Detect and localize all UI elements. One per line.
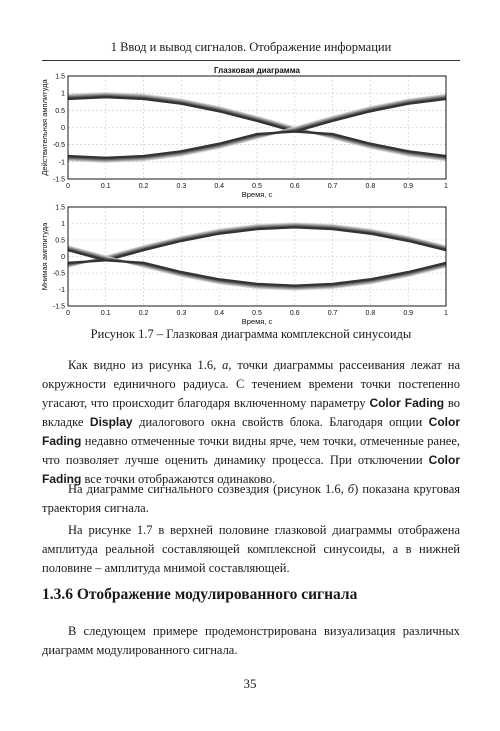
y-tick-label: 1.5 (55, 73, 65, 81)
term-display: Display (89, 415, 133, 429)
y-tick-label: 0.5 (55, 107, 65, 115)
y-tick-label: -1.5 (52, 303, 65, 311)
paragraph-3 (42, 521, 460, 578)
x-tick-label: 0.5 (252, 310, 262, 317)
y-tick-label: 1 (61, 90, 65, 98)
x-tick-label: 1 (444, 310, 448, 317)
y-tick-label: 0.5 (55, 237, 65, 245)
p1-text-3: во вкладке (42, 396, 460, 429)
x-tick-label: 0 (66, 183, 70, 190)
x-tick-label: 0.7 (327, 183, 338, 190)
paragraph-2 (42, 480, 460, 518)
p1-text-2: , точки диаграммы рассеивания лежат на окружности единичного радиуса. С течением времени точки постепенно угасают, что происходит благодаря включенному параметру (42, 358, 460, 410)
x-axis-label: Время, с (241, 190, 273, 199)
section-heading: 1.3.6 Отображение модулированного сигнала (42, 586, 358, 603)
p2-text-2: ) показана круговая траектория сигнала. (42, 482, 460, 515)
p1-text-6: все точки отображаются одинаково. (81, 472, 276, 486)
running-head: 1 Ввод и вывод сигналов. Отображение информации (110, 40, 392, 54)
x-tick-label: 0 (66, 310, 70, 317)
y-tick-label: 1.5 (55, 204, 65, 212)
y-tick-label: -1.5 (52, 176, 65, 184)
chart-panel-2 (40, 205, 448, 327)
y-tick-label: -1 (58, 159, 65, 167)
page-number: 35 (243, 676, 257, 691)
p3-text: На рисунке 1.7 в верхней половине глазковой диаграммы отображена амплитуда реальной составляющей комплексной синусоиды, а в нижней половине – амплитуда мнимой составляющей. (42, 523, 460, 575)
x-tick-label: 0.6 (289, 183, 300, 190)
x-tick-label: 0.4 (214, 183, 225, 190)
p1-text-1: Как видно из рисунка 1.6, (68, 358, 223, 372)
term-color-fading: Color Fading (369, 396, 445, 410)
p2-figure-ref: б (347, 482, 355, 496)
x-tick-label: 1 (444, 183, 448, 190)
y-axis-label: Мнимая амплитуда (40, 222, 49, 291)
x-tick-label: 0.9 (403, 310, 414, 317)
x-tick-label: 0.5 (252, 183, 262, 190)
x-tick-label: 0.2 (138, 310, 149, 317)
figure-caption: Рисунок 1.7 – Глазковая диаграмма комплексной синусоиды (90, 327, 412, 341)
x-tick-label: 0.8 (365, 310, 376, 317)
x-tick-label: 0.3 (176, 183, 187, 190)
x-axis-label: Время, с (241, 317, 273, 326)
term-color-fading: Color Fading (42, 453, 460, 486)
y-tick-label: 1 (61, 221, 65, 228)
paragraph-1 (42, 356, 460, 489)
x-tick-label: 0.9 (403, 183, 414, 190)
x-tick-label: 0.1 (100, 183, 111, 190)
paragraph-4 (42, 622, 460, 660)
y-tick-label: -0.5 (52, 142, 65, 150)
x-tick-label: 0.7 (327, 310, 338, 317)
p1-text-4: диалогового окна свойств блока. Благодаря опции (132, 415, 429, 429)
chart-title: Глазковая диаграмма (214, 66, 300, 75)
p1-text-5: недавно отмеченные точки видны ярче, чем точки, отмеченные ранее, что позволяет лучше оценить динамику процесса. При отключении (42, 434, 460, 467)
x-tick-label: 0.1 (100, 310, 111, 317)
term-color-fading: Color Fading (42, 415, 460, 448)
x-tick-label: 0.3 (176, 310, 187, 317)
x-tick-label: 0.2 (138, 183, 149, 190)
p1-figure-ref: а (222, 358, 229, 372)
eye-diagram-figure (30, 64, 470, 326)
chart-panel-1 (40, 66, 448, 199)
p2-text-1: На диаграмме сигнального созвездия (рисунок 1.6, (68, 482, 348, 496)
y-axis-label: Действительная амплитуда (40, 79, 49, 176)
y-tick-label: -1 (58, 287, 65, 294)
x-tick-label: 0.4 (214, 310, 225, 317)
y-tick-label: -0.5 (52, 270, 65, 278)
y-tick-label: 0 (61, 254, 65, 261)
header-rule (42, 60, 460, 61)
y-tick-label: 0 (61, 125, 65, 132)
x-tick-label: 0.6 (289, 310, 300, 317)
x-tick-label: 0.8 (365, 183, 376, 190)
p4-text: В следующем примере продемонстрирована визуализация различных диаграмм модулированного сигнала. (42, 624, 460, 657)
